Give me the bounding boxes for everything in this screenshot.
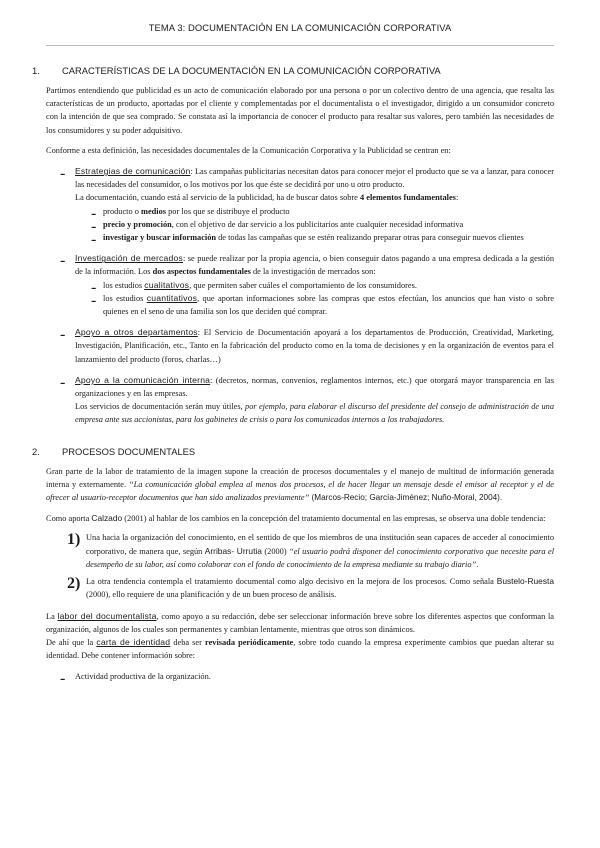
sub-bold: medios [141, 206, 167, 216]
list-item-estrategias [46, 165, 554, 205]
item-text: : El Servicio de Documentación apoyará a los departamentos de Producción, Creatividad, Marketing, Investigación, Planificación, etc., Tanto en la fabricación del producto como en la toma de decisiones y en la organización de eventos para el lanzamiento del producto (foros, charlas…) [75, 328, 554, 364]
item-text: : se puede realizar por la propia agencia, o bien conseguir datos pagando a una empresa dedicada a la gestión de la información. Los [75, 254, 554, 277]
list-item-actividad [46, 670, 554, 688]
bullet-dash: - [60, 670, 66, 688]
sub-underlined: cuantitativos [146, 292, 198, 303]
section-1-title: CARACTERÍSTICAS DE LA DOCUMENTACIÓN EN LA COMUNICACIÓN CORPORATIVA [62, 65, 441, 76]
sub-item [46, 292, 554, 318]
item-bold: dos aspectos fundamentales [152, 267, 251, 277]
para-text: La [46, 611, 58, 621]
bullet-dash: - [60, 373, 66, 391]
sub-item [46, 217, 554, 235]
para-text: La otra tendencia contempla el tratamiento documental como algo decisivo en la mejora de los procesos. Como señala [86, 577, 497, 587]
sub-bold: precio y promoción [103, 219, 172, 229]
section-2-number: 2. [32, 445, 40, 457]
para-text: De ahí que la [46, 637, 97, 647]
sub-dash: - [91, 204, 97, 222]
para-author: Arribas- Urrutia [204, 545, 262, 556]
item-text: Los servicios de documentación serán muy útiles, [75, 402, 246, 412]
item-text: : [455, 193, 459, 203]
sub-text: de todas las campañas que se estén realizando preparar otras para conseguir nuevos clientes [216, 233, 524, 243]
sub-item [46, 204, 554, 222]
label-investigacion: Investigación de mercados [75, 253, 183, 264]
sub-dash: - [91, 217, 97, 235]
para-text: Como aporta [46, 514, 92, 524]
para-underlined: carta de identidad [96, 636, 171, 647]
para-quote: “el usuario podrá disponer del conocimiento corporativo que necesite para el desempeño de su labor, así como colaborar con el fondo de conocimiento de la empresa mediante su trabajo diario” [86, 546, 555, 569]
sub-text: los estudios [103, 280, 145, 290]
sub-text: producto o [103, 206, 142, 216]
item-text: Actividad productiva de la organización. [75, 672, 211, 682]
section-1-number: 1. [32, 65, 40, 76]
para-text: Gran parte de la labor de tratamiento de la imagen supone la creación de procesos documentales y el manejo de multitud de información generada interna y externamente. [46, 466, 554, 489]
page-header: TEMA 3: DOCUMENTACIÓN EN LA COMUNICACIÓN CORPORATIVA [148, 22, 452, 33]
para-bold: revisada periódicamente [205, 637, 294, 647]
item-italic: por ejemplo, para elaborar el discurso del presidente del consejo de administración de una empresa ante sus accionistas, para los gabinetes de crisis o para los comunicados internos a los trabajadores. [75, 402, 554, 425]
para-citation: (Marcos-Recio; García-Jiménez; Nuño-Moral, 2004). [309, 493, 503, 503]
list-item-investigacion [46, 252, 554, 278]
sub-bold: investigar y buscar información [103, 233, 217, 243]
para-text: (2000), ello requiere de una planificación y de un buen proceso de análisis. [86, 590, 337, 600]
para-quote: “La comunicación global emplea al menos dos procesos, el de hacer llegar un mensaje desde el emisor al receptor y el de ofrecer al usuario-receptor documentos que han sido analizados previamente” [46, 479, 554, 503]
para-text: , sobre todo cuando la empresa experimente cambios que puedan alterar su identidad. Debe contener información sobre: [46, 637, 554, 661]
label-comunicacion-interna: Apoyo a la comunicación interna [75, 374, 211, 385]
para-text: , como apoyo a su redacción, debe ser seleccionar información breve sobre los diferentes aspectos que conforman la organización, algunos de los cuales son permanentes y cambian lentamente, mientras que otros son dinámicos. [46, 611, 554, 634]
section-2-paragraph-2 [46, 512, 554, 525]
ordered-item-2 [46, 575, 554, 601]
para-author: Bustelo-Ruesta [496, 576, 554, 587]
ordered-item-1 [46, 531, 554, 571]
sub-text: , que aportan informaciones sobre las compras que estos efectúan, los anuncios que han visto o sobre quienes en el seno de una familia son los que deciden qué comprar. [103, 293, 554, 317]
ordered-number: 1) [67, 531, 81, 549]
sub-text: por los que se distribuye el producto [166, 206, 290, 216]
item-text: : (decretos, normas, convenios, reglamentos internos, etc.) que otorgará mayor transparencia en las organizaciones y en las empresas. [75, 375, 554, 399]
para-text: deba ser [170, 637, 206, 647]
ordered-number: 2) [67, 575, 81, 593]
section-2-paragraph-1 [46, 465, 554, 505]
section-1-heading [32, 65, 554, 76]
section-2-paragraph-4 [46, 636, 554, 662]
label-estrategias: Estrategias de comunicación [75, 166, 191, 177]
para-text: . [476, 559, 479, 569]
section-1-intro: Partimos entendiendo que publicidad es un acto de comunicación elaborado por una persona o por un colectivo dentro de una agencia, que resalta las características de un producto, aportadas por el cliente y complementadas por el documentalista o el investigador, dirigido a un consumidor concreto con la intención de que sea comprado. Se constata así la importancia de conocer el producto para resaltar sus valores, pero también las necesidades de los consumidores y su poder adquisitivo. [46, 86, 554, 135]
sub-item [46, 278, 554, 296]
para-text: (2001) al hablar de los cambios en la concepción del tratamiento documental en las empresas, se observa una doble tendencia: [122, 514, 546, 524]
section-1-conforme: Conforme a esta definición, las necesidades documentales de la Comunicación Corporativa y la Publicidad se centran en: [46, 145, 451, 155]
para-author: Calzado [91, 513, 123, 524]
section-2-heading [32, 445, 554, 457]
list-item-comunicacion-interna [46, 374, 554, 427]
section-2-title: PROCESOS DOCUMENTALES [62, 445, 196, 457]
sub-dash: - [91, 278, 97, 296]
bullet-dash: - [60, 252, 66, 270]
bullet-dash: - [60, 165, 66, 183]
item-bold: 4 elementos fundamentales [359, 193, 456, 203]
bullet-dash: - [60, 326, 66, 344]
para-text: (2000) [261, 546, 290, 556]
header-divider [46, 45, 554, 46]
sub-item [46, 231, 554, 249]
para-underlined: labor del documentalista [57, 610, 157, 621]
item-text: de la investigación de mercados son: [250, 267, 376, 277]
sub-dash: - [91, 291, 97, 309]
sub-underlined: cualitativos [144, 279, 190, 290]
section-2-paragraph-3 [46, 610, 554, 636]
item-text: La documentación, cuando está al servicio de la publicidad, ha de buscar datos sobre [75, 193, 360, 203]
label-apoyo-departamentos: Apoyo a otros departamentos [75, 327, 198, 338]
sub-text: los estudios [103, 293, 147, 303]
sub-text: , con el objetivo de dar servicio a los publicitarios ante cualquier necesidad informativa [171, 219, 464, 229]
para-text: Una hacia la organización del conocimiento, en el sentido de que los miembros de una institución sean capaces de acceder al conocimiento corporativo, de manera que, según [86, 533, 554, 556]
list-item-apoyo-departamentos [46, 326, 554, 366]
sub-dash: - [91, 231, 97, 249]
sub-text: , que permiten saber cuáles el comportamiento de los consumidores. [189, 280, 417, 290]
item-text: : Las campañas publicitarias necesitan datos para conocer mejor el producto que se va a lanzar, para conocer las necesidades del consumidor, o los motivos por los que éste se decidirá por uno u otro producto. [75, 167, 554, 190]
